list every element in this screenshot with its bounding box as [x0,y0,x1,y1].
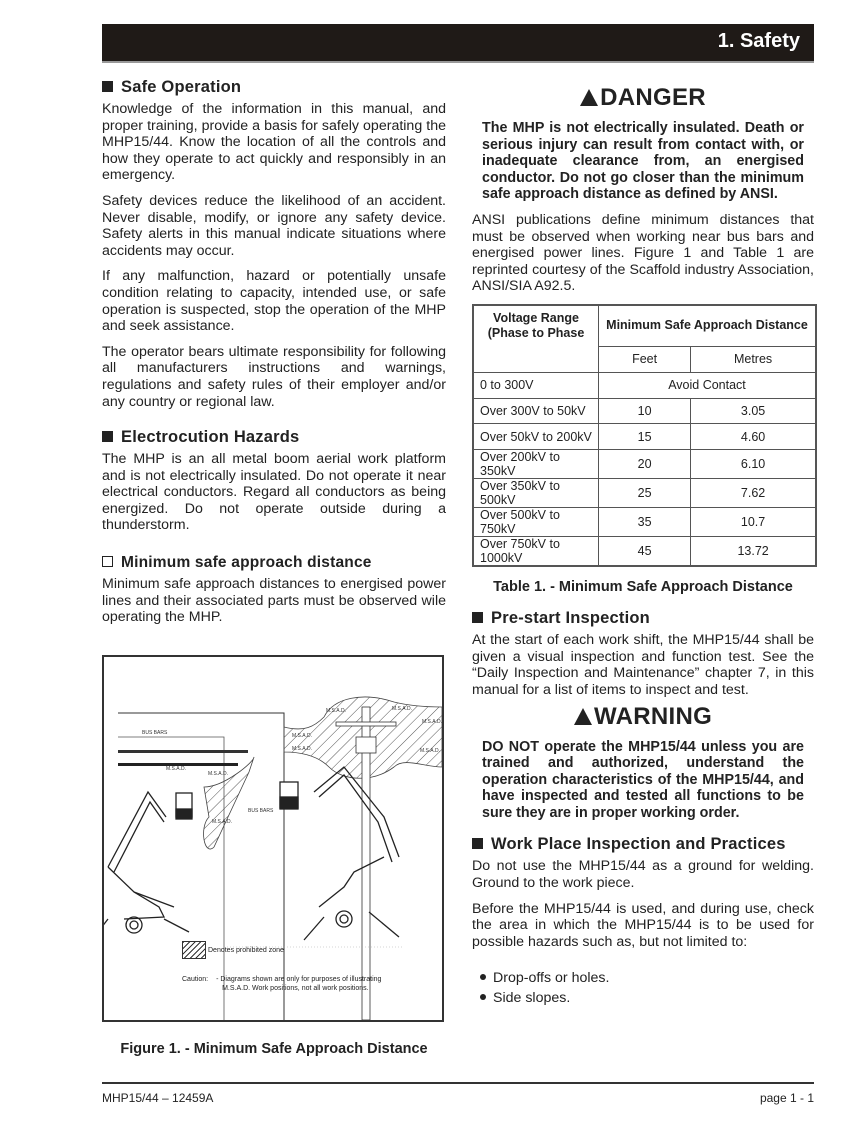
table-row [473,398,816,424]
msad-paragraph: Minimum safe approach distances to energised power lines and their associated parts must be observed wile operating the MHP. [102,576,446,626]
transformer [356,737,376,753]
caution-label: Caution: [182,976,209,983]
workplace-heading: Work Place Inspection and Practices [472,835,814,854]
footer-divider [102,1082,814,1084]
chapter-header-bar [102,24,814,63]
workplace-paragraph: Do not use the MHP15/44 as a ground for welding. Ground to the work piece. [472,858,814,892]
metres-cell: 3.05 [691,398,816,424]
feet-cell: 35 [599,508,691,537]
svg-text:BUS BARS: BUS BARS [142,730,168,736]
voltage-range-cell: Over 200kV to 350kV [473,450,599,479]
svg-text:M.S.A.D.: M.S.A.D. [208,771,229,777]
warning-triangle-icon [580,89,598,106]
chapter-title: 1. Safety [717,30,800,52]
figure-caution [182,975,381,993]
voltage-range-cell: Over 300V to 50kV [473,398,599,424]
metres-cell: 13.72 [691,537,816,567]
ansi-paragraph: ANSI publications define minimum distances that must be observed when working near bus bars and energised power lines. Figure 1 and Table 1 are reprinted courtesy of the Scaffold industry Association, ANSI/SIA A92.5. [472,211,814,295]
msad-header: Minimum Safe Approach Distance [599,305,817,347]
msad-diagram [104,657,442,1020]
hollow-square-bullet-icon [102,556,113,567]
voltage-range-header: Voltage Range (Phase to Phase [473,305,599,372]
square-bullet-icon [102,431,113,442]
caution-text: M.S.A.D. Work positions, not all work positions. [222,985,369,992]
legend-text: Denotes prohibited zone [208,946,284,954]
table-row [473,424,816,450]
prestart-heading: Pre-start Inspection [472,609,814,628]
table-caption: Table 1. - Minimum Safe Approach Distance [493,579,793,596]
electrocution-heading: Electrocution Hazards [102,428,446,447]
warning-text: DO NOT operate the MHP15/44 unless you are trained and authorized, understand the operation characteristics of the MHP15/44, and have inspected and tested all functions to be sure they are in proper working order. [482,738,804,821]
right-column [472,80,814,1008]
svg-text:M.S.A.D.: M.S.A.D. [422,719,442,725]
svg-text:M.S.A.D.: M.S.A.D. [392,706,413,712]
hatched-zone-icon [182,941,206,959]
svg-text:M.S.A.D.: M.S.A.D. [292,746,313,752]
safe-operation-paragraph: If any malfunction, hazard or potentially unsafe condition relating to capacity, intended use, or safe operation is suspected, stop the operation of the MHP and seek assistance. [102,268,446,335]
metres-cell: 10.7 [691,508,816,537]
page-number: page 1 - 1 [759,1091,814,1105]
aerial-platform-left [104,792,192,937]
feet-cell: 20 [599,450,691,479]
warning-title: WARNING [472,703,814,731]
voltage-range-cell: Over 500kV to 750kV [473,508,599,537]
metres-header: Metres [691,346,816,372]
figure-caption: Figure 1. - Minimum Safe Approach Distance [120,1041,428,1057]
square-bullet-icon [472,612,483,623]
table-row [473,479,816,508]
safe-operation-paragraph: Safety devices reduce the likelihood of an accident. Never disable, modify, or ignore any safety device. Safety alerts in this manual indicate situations where accidents may occur. [102,192,446,259]
bullet-icon [480,994,486,1000]
voltage-range-cell: Over 350kV to 500kV [473,479,599,508]
distance-cell: Avoid Contact [599,372,817,398]
list-item: Drop-offs or holes. [480,968,814,988]
msad-table [472,304,817,567]
svg-text:M.S.A.D.: M.S.A.D. [292,733,313,739]
svg-text:M.S.A.D.: M.S.A.D. [420,748,441,754]
danger-title: DANGER [472,84,814,112]
metres-cell: 7.62 [691,479,816,508]
table-row [473,537,816,567]
voltage-range-cell: 0 to 300V [473,372,599,398]
safe-operation-paragraph: Knowledge of the information in this manual, and proper training, provide a basis for safely operating the MHP15/44. Know the location of all the controls and how they operate to act quickly and responsibly in an emergency. [102,101,446,184]
figure-legend [182,941,284,959]
voltage-range-cell: Over 50kV to 200kV [473,424,599,450]
utility-pole [362,707,370,1020]
table-row [473,372,816,398]
warning-triangle-icon [574,708,592,725]
svg-text:M.S.A.D.: M.S.A.D. [166,766,187,772]
caution-text: - Diagrams shown are only for purposes of illustrating [216,976,382,983]
workplace-paragraph: Before the MHP15/44 is used, and during use, check the area in which the MHP15/44 is to be used for possible hazards such as, but not limited to: [472,900,814,950]
safe-operation-paragraph: The operator bears ultimate responsibility for following all manufacturers instructions and warnings, regulations and safety rules of their employer and/or any country or regional law. [102,343,446,410]
bus-bar [118,750,248,753]
list-item: Side slopes. [480,988,814,1008]
table-row [473,508,816,537]
electrocution-paragraph: The MHP is an all metal boom aerial work platform and is not electrically insulated. Do not operate it near electrical conductors. Regard all conductors as being energized. Do not operate outside during a thunderstorm. [102,451,446,534]
bullet-icon [480,974,486,980]
svg-text:BUS BARS: BUS BARS [248,808,274,814]
svg-text:M.S.A.D.: M.S.A.D. [326,708,347,714]
metres-cell: 4.60 [691,424,816,450]
voltage-range-cell: Over 750kV to 1000kV [473,537,599,567]
danger-text: The MHP is not electrically insulated. Death or serious injury can result from contact with, or inadequate clearance from, an energised conductor. Do not go closer than the minimum safe approach distance as defined by ANSI. [482,120,804,203]
feet-cell: 15 [599,424,691,450]
feet-cell: 25 [599,479,691,508]
square-bullet-icon [472,838,483,849]
prestart-paragraph: At the start of each work shift, the MHP15/44 shall be given a visual inspection and function test. See the “Daily Inspection and Maintenance” chapter 7, in this manual for a list of items to inspect and test. [472,632,814,698]
metres-cell: 6.10 [691,450,816,479]
hazard-list [480,968,814,1008]
feet-header: Feet [599,346,691,372]
figure-1-illustration [102,655,444,1022]
left-column [102,78,446,635]
square-bullet-icon [102,81,113,92]
msad-heading: Minimum safe approach distance [102,554,446,572]
safe-operation-heading: Safe Operation [102,78,446,97]
table-row [473,450,816,479]
document-id: MHP15/44 – 12459A [102,1091,214,1105]
aerial-platform-right [280,767,399,940]
building-outline [118,713,284,1020]
feet-cell: 45 [599,537,691,567]
feet-cell: 10 [599,398,691,424]
svg-text:M.S.A.D.: M.S.A.D. [212,819,233,825]
